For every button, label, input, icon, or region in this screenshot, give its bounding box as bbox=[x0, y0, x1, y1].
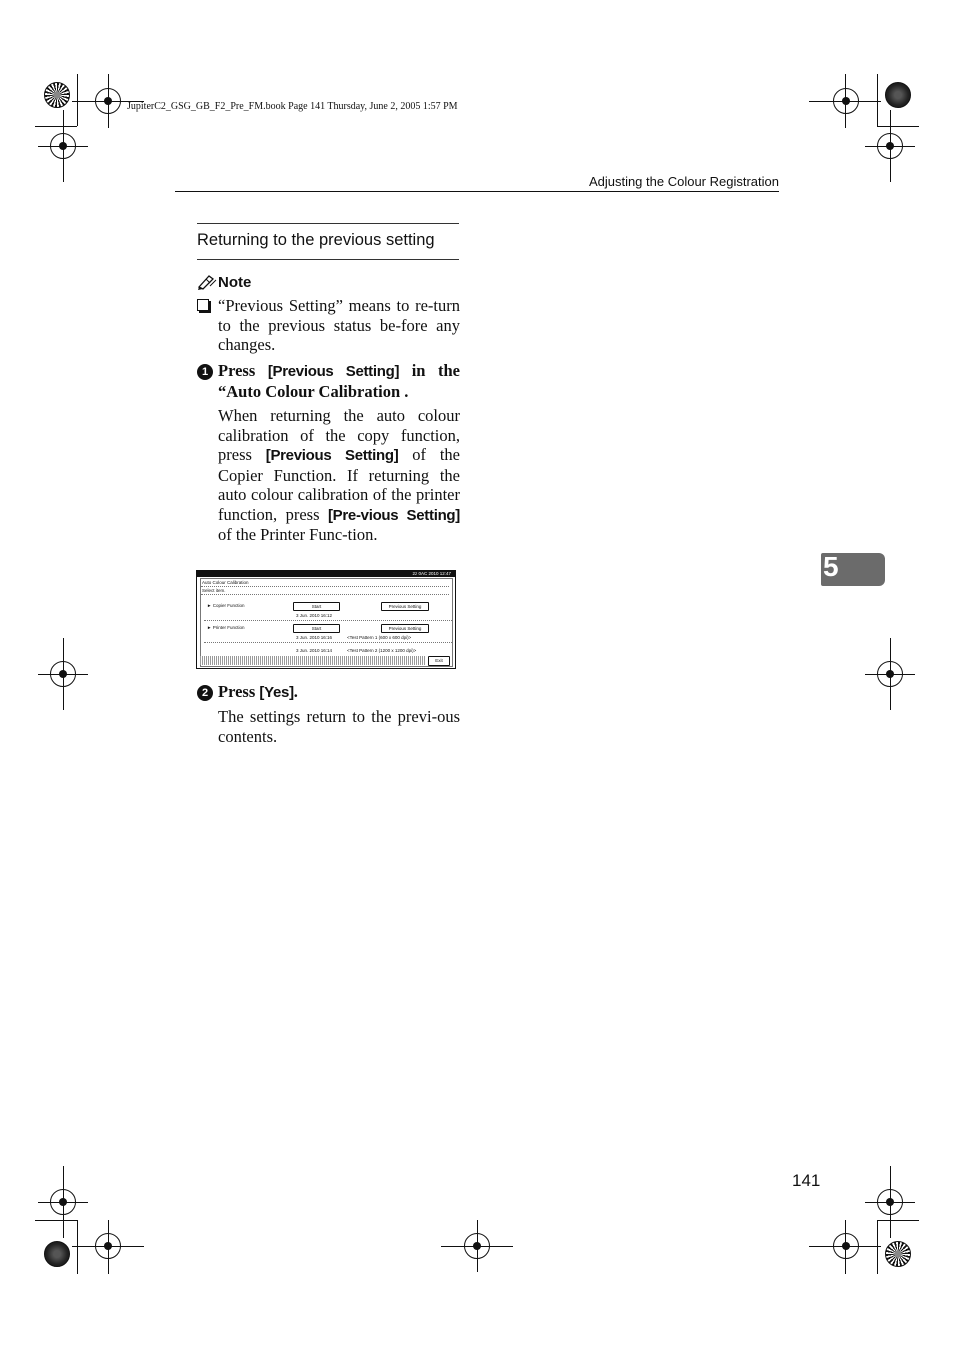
screenshot-status: 2z 0AC 2010 12:47 bbox=[412, 571, 451, 576]
screenshot-subtitle: Select item. bbox=[202, 588, 226, 593]
step-1-title-text-end: in the “Auto Colour Calibration . bbox=[218, 361, 460, 401]
yes-key: [Yes] bbox=[259, 684, 294, 701]
registration-star-icon bbox=[885, 82, 911, 108]
previous-setting-key: [Previous Setting] bbox=[265, 447, 399, 464]
copier-start-button[interactable]: Start bbox=[293, 602, 340, 611]
step-2-title-text: Press bbox=[218, 682, 260, 701]
step-1-body-text: of the Copier Function. If returning the auto colour calibration of the printer function, press bbox=[218, 445, 460, 524]
step-number-1: 1 bbox=[197, 364, 213, 380]
copier-date: 3 Jun. 2010 16:12 bbox=[296, 613, 333, 618]
step-2-title bbox=[218, 682, 298, 703]
printer-date-2: 3 Jun. 2010 16:14 bbox=[296, 648, 333, 653]
screenshot-bottom-bar bbox=[200, 656, 425, 665]
step-1-body bbox=[218, 406, 460, 545]
note-label: Note bbox=[218, 274, 252, 291]
screenshot-divider bbox=[201, 594, 449, 595]
pencil-icon bbox=[197, 274, 217, 295]
registration-star-icon bbox=[44, 1241, 70, 1267]
chapter-number: 5 bbox=[823, 551, 839, 582]
step-2-title-text-end: . bbox=[293, 682, 298, 701]
section-title: Returning to the previous setting bbox=[197, 231, 435, 249]
previous-setting-key: [Previous Setting] bbox=[267, 363, 400, 380]
step-2-body: The settings return to the previ-ous contents. bbox=[218, 707, 460, 746]
printer-pattern-1: <Test Pattern 1 (600 x 600 dpi)> bbox=[347, 635, 412, 640]
step-1-body-text: When returning the auto colour calibration of the copy function, press bbox=[218, 406, 460, 464]
chapter-tab bbox=[821, 553, 885, 586]
printer-previous-setting-button[interactable]: Previous Setting bbox=[381, 624, 429, 633]
registration-star-icon bbox=[885, 1241, 911, 1267]
step-number-2: 2 bbox=[197, 685, 213, 701]
screenshot-status-bar bbox=[197, 571, 455, 577]
header-rule bbox=[175, 191, 779, 192]
running-head: Adjusting the Colour Registration bbox=[588, 174, 779, 189]
screenshot-divider bbox=[201, 586, 449, 587]
printer-function-label: ► Printer Function bbox=[207, 625, 245, 630]
registration-star-icon bbox=[44, 82, 70, 108]
copier-previous-setting-button[interactable]: Previous Setting bbox=[381, 602, 429, 611]
screenshot-divider bbox=[204, 642, 452, 643]
screenshot-panel bbox=[200, 578, 453, 667]
file-info: JupiterC2_GSG_GB_F2_Pre_FM.book Page 141 Thursday, June 2, 2005 1:57 PM bbox=[127, 101, 458, 112]
note-text: “Previous Setting” means to re-turn to the previous status be-fore any changes. bbox=[218, 296, 460, 354]
printer-pattern-2: <Test Pattern 2 (1200 x 1200 dpi)> bbox=[347, 648, 417, 653]
page-number: 141 bbox=[792, 1171, 821, 1190]
screenshot-title: Auto Colour Calibration bbox=[202, 580, 249, 585]
exit-button[interactable]: Exit bbox=[428, 656, 450, 666]
step-1-title bbox=[218, 361, 460, 401]
copier-function-label: ► Copier Function bbox=[207, 603, 245, 608]
previous-setting-key: [Pre-vious Setting] bbox=[327, 506, 460, 524]
step-1-title-text: Press bbox=[218, 361, 268, 380]
step-1-body-text: of the Printer Func-tion. bbox=[218, 525, 378, 544]
printer-date-1: 3 Jun. 2010 16:16 bbox=[296, 635, 333, 640]
control-panel-screenshot bbox=[196, 570, 456, 669]
printer-start-button[interactable]: Start bbox=[293, 624, 340, 633]
note-bullet-icon bbox=[197, 299, 209, 311]
screenshot-divider bbox=[204, 620, 452, 621]
